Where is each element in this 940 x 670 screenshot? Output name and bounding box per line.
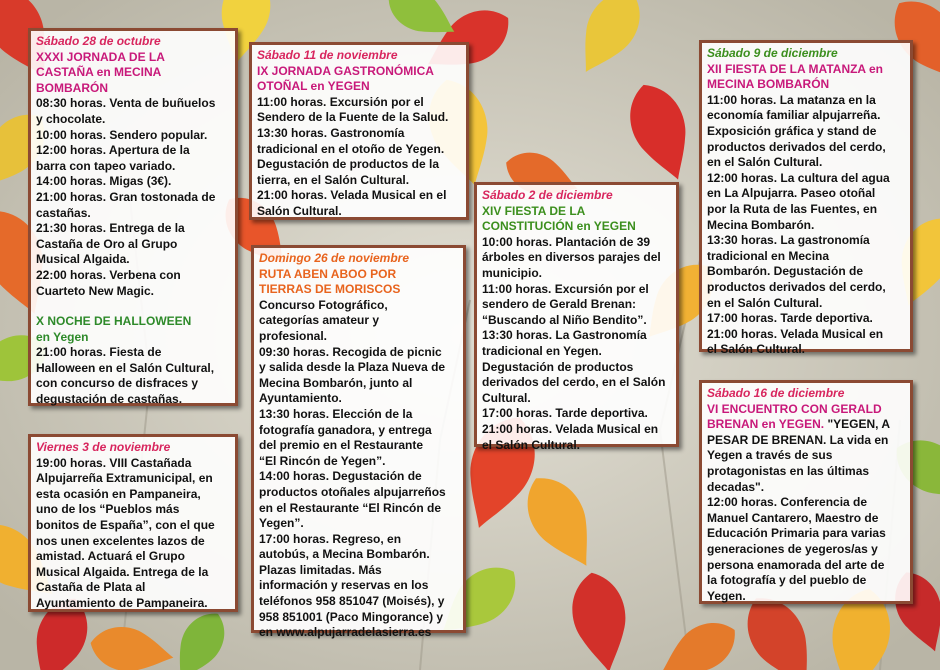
schedule-line: Degustación de productos	[482, 359, 634, 374]
schedule-line: el Salón Cultural.	[482, 437, 581, 452]
schedule-line: persona enamorada del arte de	[707, 557, 885, 572]
event-title-fragment: BRENAN en YEGEN.	[707, 417, 825, 432]
schedule-line: 13:30 horas. Gastronomía	[257, 125, 405, 140]
schedule-line: 13:30 horas. La Gastronomía	[482, 328, 647, 343]
event-date: Sábado 16 de diciembre	[707, 386, 845, 400]
schedule-line: degustación de castañas.	[36, 392, 183, 407]
schedule-line: Musical Algaida. Entrega de la	[36, 564, 209, 579]
schedule-line: profesional.	[259, 328, 328, 343]
schedule-line: Mecina Bombarón, junto al	[259, 375, 413, 390]
schedule-line: en www.alpujarradelasierra.es	[259, 625, 432, 640]
event-title-mixed-line	[707, 417, 906, 433]
event-title-line: IX JORNADA GASTRONÓMICA	[257, 63, 434, 78]
schedule-line: derivados del cerdo, en el Salón	[482, 375, 666, 390]
schedule-line: 22:00 horas. Verbena con	[36, 267, 181, 282]
schedule-line: Manuel Cantarero, Maestro de	[707, 510, 879, 525]
schedule-line: 958 851001 (Paco Mingorance) y	[259, 609, 444, 624]
schedule-line: 21:00 horas. Fiesta de	[36, 345, 162, 360]
event-title-line: RUTA ABEN ABOO POR	[259, 266, 397, 281]
schedule-line: castañas.	[36, 205, 91, 220]
event-title-line: CASTAÑA en MECINA	[36, 65, 162, 80]
schedule-line: en el Salón Cultural.	[707, 295, 823, 310]
schedule-line: y chocolate.	[36, 111, 106, 126]
event-date: Sábado 11 de noviembre	[257, 48, 398, 62]
schedule-line: 21:00 horas. Gran tostonada de	[36, 189, 216, 204]
schedule-line: tradicional en Yegen.	[482, 343, 602, 358]
schedule-line: tierra, en el Salón Cultural.	[257, 172, 410, 187]
schedule-line: economía familiar alpujarreña.	[707, 108, 881, 123]
schedule-line: Castaña de Plata al	[36, 580, 146, 595]
schedule-line: nos unen excelentes lazos de	[36, 533, 205, 548]
schedule-line: 21:00 horas. Velada Musical en el	[257, 188, 447, 203]
event-title-line: CONSTITUCIÓN en YEGEN	[482, 219, 636, 234]
schedule-line: “El Rincón de Yegen”.	[259, 453, 386, 468]
spacer	[36, 299, 231, 314]
schedule-line: Castaña de Oro al Grupo	[36, 236, 178, 251]
schedule-line: Yegen a través de sus	[707, 448, 833, 463]
schedule-line: productos derivados del cerdo,	[707, 279, 886, 294]
event-box-ruta	[251, 245, 466, 640]
schedule-line: por la Ruta de las Fuentes, en	[707, 201, 878, 216]
schedule-line: 13:30 horas. La gastronomía	[707, 233, 870, 248]
schedule-line: Yegen”.	[259, 516, 304, 531]
schedule-line: Salón Cultural.	[257, 203, 342, 218]
schedule-line: Plazas limitadas. Más	[259, 562, 382, 577]
schedule-line: tradicional en Mecina	[707, 248, 830, 263]
event-date: Viernes 3 de noviembre	[36, 440, 171, 454]
schedule-line: Degustación de productos de la	[257, 157, 440, 172]
schedule-line: amistad. Actuará el Grupo	[36, 549, 185, 564]
schedule-line: en el Restaurante “El Rincón de	[259, 500, 442, 515]
schedule-line: árboles en diversos parajes del	[482, 250, 661, 265]
schedule-line: 12:00 horas. La cultura del agua	[707, 170, 890, 185]
schedule-line: municipio.	[482, 265, 542, 280]
event-date: Sábado 28 de octubre	[36, 34, 161, 48]
schedule-line: el Salón Cultural.	[707, 342, 806, 357]
schedule-line: Ayuntamiento.	[259, 391, 342, 406]
schedule-line: barra con tapeo variado.	[36, 158, 176, 173]
schedule-line: Concurso Fotográfico,	[259, 297, 388, 312]
event-title-line: XIV FIESTA DE LA	[482, 203, 586, 218]
event-title-line: VI ENCUENTRO CON GERALD	[707, 401, 882, 416]
event-title-line: en Yegen	[36, 329, 89, 344]
schedule-line: Bombarón. Degustación de	[707, 264, 864, 279]
schedule-line: 10:00 horas. Sendero popular.	[36, 127, 208, 142]
schedule-line: teléfonos 958 851047 (Moisés), y	[259, 594, 445, 609]
event-date: Sábado 9 de diciembre	[707, 46, 838, 60]
schedule-line: bonitos de España”, con el que	[36, 517, 215, 532]
schedule-line: productos otoñales alpujarreños	[259, 484, 446, 499]
event-title-line: X NOCHE DE HALLOWEEN	[36, 314, 192, 329]
schedule-line: información y reservas en los	[259, 578, 429, 593]
schedule-line: y salida desde la Plaza Nueva de	[259, 360, 446, 375]
event-title-line: OTOÑAL en YEGEN	[257, 79, 370, 94]
schedule-line: con concurso de disfraces y	[36, 376, 199, 391]
schedule-line: categorías amateur y	[259, 313, 380, 328]
schedule-line: 10:00 horas. Plantación de 39	[482, 234, 651, 249]
schedule-line: 08:30 horas. Venta de buñuelos	[36, 96, 216, 111]
schedule-line: 09:30 horas. Recogida de picnic	[259, 344, 442, 359]
event-title-line: TIERRAS DE MORISCOS	[259, 282, 401, 297]
event-subtitle-fragment: "YEGEN, A	[824, 417, 891, 432]
schedule-line: 11:00 horas. La matanza en la	[707, 92, 876, 107]
schedule-line: productos derivados del cerdo,	[707, 139, 886, 154]
schedule-line: Sendero de la Fuente de la Salud.	[257, 110, 449, 125]
event-box-gastronomica	[249, 42, 469, 220]
schedule-line: 11:00 horas. Excursión por el	[482, 281, 649, 296]
schedule-line: tradicional en el otoño de Yegen.	[257, 141, 445, 156]
schedule-line: la fotografía y del pueblo de	[707, 573, 867, 588]
schedule-line: decadas".	[707, 479, 765, 494]
schedule-line: “Buscando al Niño Bendito”.	[482, 312, 647, 327]
schedule-line: 14:00 horas. Degustación de	[259, 469, 422, 484]
schedule-line: Ayuntamiento de Pampaneira.	[36, 595, 208, 610]
schedule-line: Halloween en el Salón Cultural,	[36, 360, 215, 375]
event-box-castana	[28, 28, 238, 406]
schedule-line: Yegen.	[707, 588, 746, 603]
schedule-line: 21:00 horas. Velada Musical en	[482, 421, 659, 436]
schedule-line: 17:00 horas. Regreso, en	[259, 531, 402, 546]
schedule-line: Educación Primaria para varias	[707, 526, 886, 541]
schedule-line: protagonistas en las últimas	[707, 463, 870, 478]
schedule-line: PESAR DE BRENAN. La vida en	[707, 432, 889, 447]
schedule-line: autobús, a Mecina Bombarón.	[259, 547, 430, 562]
schedule-line: 17:00 horas. Tarde deportiva.	[482, 406, 648, 421]
event-box-matanza	[699, 40, 913, 357]
schedule-line: uno de los “Pueblos más	[36, 502, 180, 517]
event-title-line: BOMBARÓN	[36, 80, 108, 95]
schedule-line: 14:00 horas. Migas (3€).	[36, 174, 172, 189]
schedule-line: Cuarteto New Magic.	[36, 283, 155, 298]
schedule-line: en La Alpujarra. Paseo otoñal	[707, 186, 876, 201]
schedule-line: Exposición gráfica y stand de	[707, 123, 877, 138]
schedule-line: Musical Algaida.	[36, 252, 130, 267]
event-date: Sábado 2 de diciembre	[482, 188, 613, 202]
schedule-line: 21:00 horas. Velada Musical en	[707, 326, 884, 341]
event-box-brenan	[699, 380, 913, 604]
schedule-line: 12:00 horas. Apertura de la	[36, 143, 190, 158]
schedule-line: 17:00 horas. Tarde deportiva.	[707, 311, 873, 326]
schedule-line: Cultural.	[482, 390, 531, 405]
event-box-constitucion	[474, 182, 679, 452]
event-date: Domingo 26 de noviembre	[259, 251, 410, 265]
event-title-line: XII FIESTA DE LA MATANZA en	[707, 61, 883, 76]
schedule-line: Mecina Bombarón.	[707, 217, 815, 232]
schedule-line: 21:30 horas. Entrega de la	[36, 221, 185, 236]
schedule-line: del premio en el Restaurante	[259, 438, 424, 453]
schedule-line: sendero de Gerald Brenan:	[482, 297, 637, 312]
schedule-line: 13:30 horas. Elección de la	[259, 406, 413, 421]
event-title-line: MECINA BOMBARÓN	[707, 77, 830, 92]
event-box-castanada	[28, 434, 238, 612]
schedule-line: generaciones de yegeros/as y	[707, 541, 878, 556]
schedule-line: 11:00 horas. Excursión por el	[257, 94, 424, 109]
schedule-line: esta ocasión en Pampaneira,	[36, 486, 201, 501]
schedule-line: en el Salón Cultural.	[707, 155, 823, 170]
schedule-line: 19:00 horas. VIII Castañada	[36, 455, 192, 470]
schedule-line: 12:00 horas. Conferencia de	[707, 495, 868, 510]
schedule-line: Alpujarreña Extramunicipal, en	[36, 471, 213, 486]
schedule-line: fotografía ganadora, y entrega	[259, 422, 432, 437]
event-title-line: XXXI JORNADA DE LA	[36, 49, 165, 64]
